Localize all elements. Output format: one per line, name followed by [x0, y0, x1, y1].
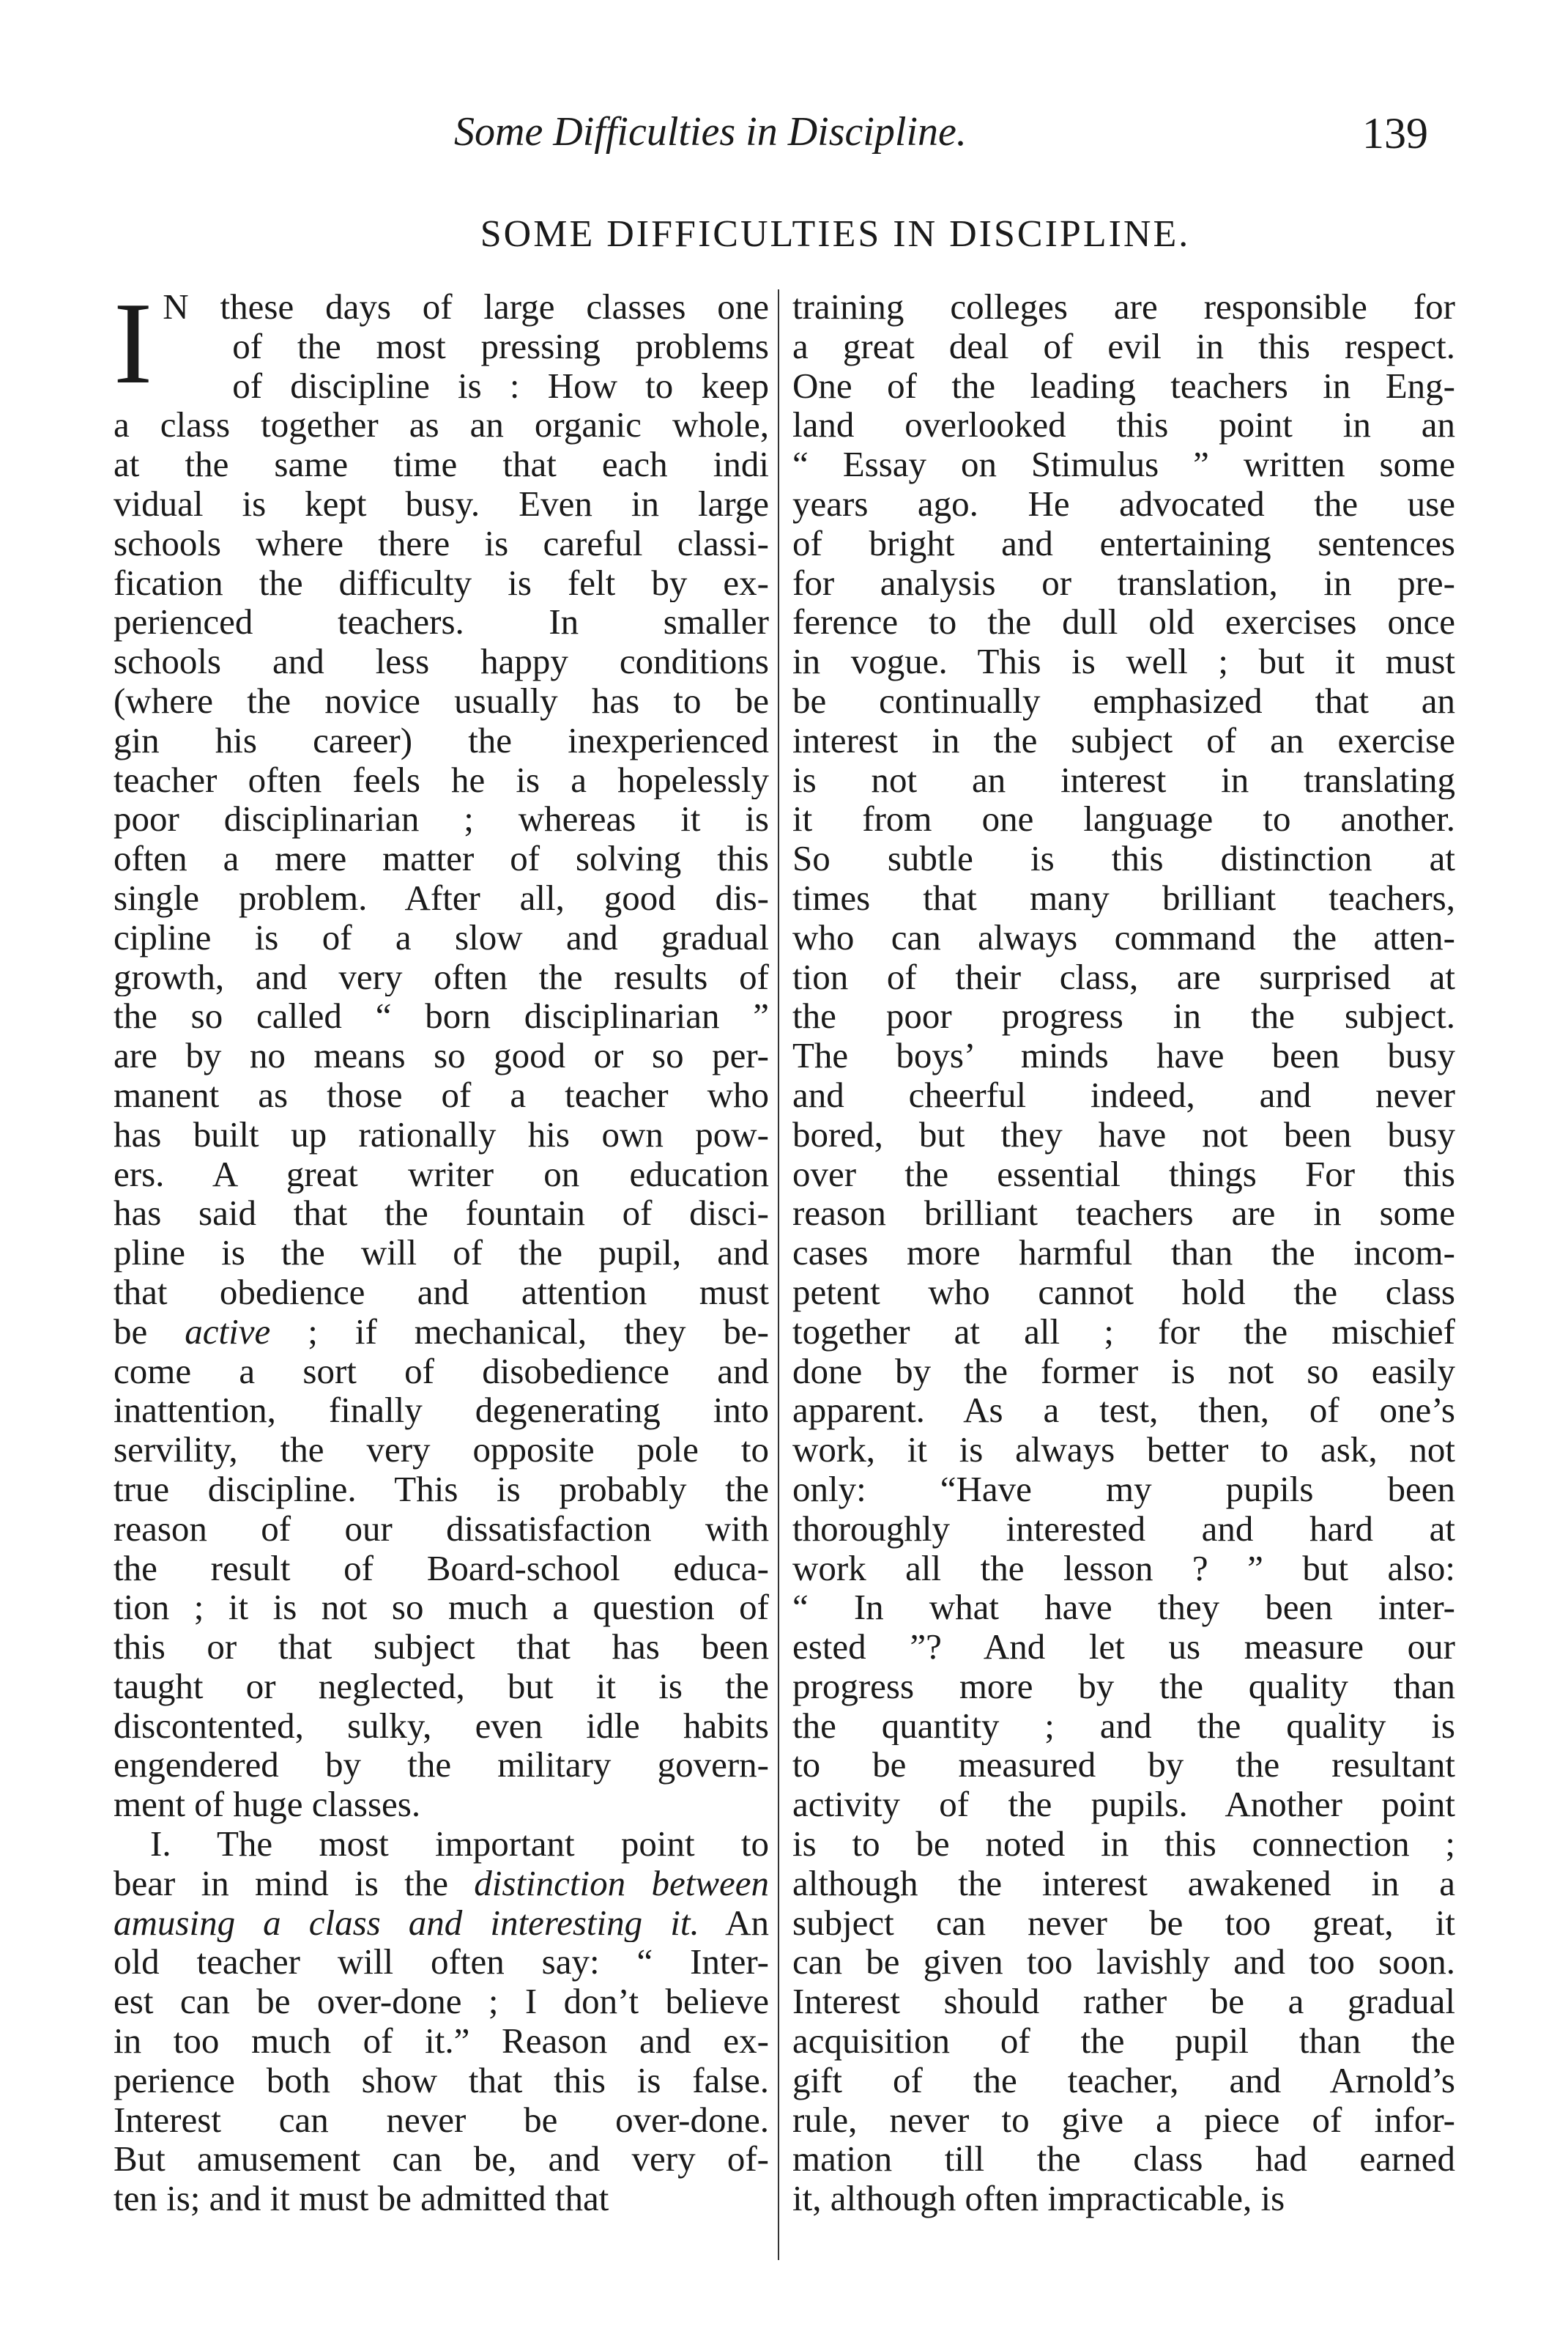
text-line: poor disciplinarian ; whereas it is — [114, 799, 769, 840]
text-line: is not an interest in translating — [792, 760, 1455, 800]
text-line: pline is the will of the pupil, and — [114, 1233, 769, 1273]
text-line: this or that subject that has been — [114, 1627, 769, 1667]
text-line: true discipline. This is probably the — [114, 1469, 769, 1509]
text-line: be continually emphasized that an — [792, 681, 1455, 721]
emphasis: amusing a class and interesting it. — [114, 1903, 699, 1943]
text-line: taught or neglected, but it is the — [114, 1666, 769, 1706]
text-line: work all the lesson ? ” but also: — [792, 1548, 1455, 1588]
text-line: of bright and entertaining sentences — [792, 523, 1455, 563]
drop-cap: I — [114, 278, 153, 408]
text-line: single problem. After all, good dis- — [114, 878, 769, 918]
text-line: perienced teachers. In smaller — [114, 602, 769, 642]
text-line: cipline is of a slow and gradual — [114, 917, 769, 958]
text-line: thoroughly interested and hard at — [792, 1508, 1455, 1549]
text-line: of the most pressing problems — [232, 326, 769, 366]
text-line: is to be noted in this connection ; — [792, 1824, 1455, 1864]
text-line: teacher often feels he is a hopelessly — [114, 760, 769, 800]
text-line: a great deal of evil in this respect. — [792, 326, 1455, 366]
text-line: interest in the subject of an exercise — [792, 720, 1455, 760]
text-line: tion ; it is not so much a question of — [114, 1588, 769, 1628]
text-line: schools and less happy conditions — [114, 642, 769, 681]
text-line: years ago. He advocated the use — [792, 484, 1455, 524]
text-line: So subtle is this distinction at — [792, 839, 1455, 878]
text-line: Interest can never be over-done. — [114, 2100, 769, 2140]
text-line: only: “Have my pupils been — [792, 1469, 1455, 1509]
text-line: the so called “ born disciplinarian ” — [114, 996, 769, 1037]
text-line: often a mere matter of solving this — [114, 839, 769, 878]
text-line: the quantity ; and the quality is — [792, 1705, 1455, 1746]
text-line: and cheerful indeed, and never — [792, 1075, 1455, 1115]
text-line: The boys’ minds have been busy — [792, 1036, 1455, 1075]
text-line: it, although often impracticable, is — [792, 2179, 1285, 2219]
text-line: reason brilliant teachers are in some — [792, 1193, 1455, 1234]
text-line: rule, never to give a piece of infor- — [792, 2100, 1455, 2140]
text-line: (where the novice usually has to be — [114, 681, 769, 721]
text-line: the result of Board-school educa- — [114, 1548, 769, 1588]
text-line: has said that the fountain of disci- — [114, 1193, 769, 1234]
text-line: subject can never be too great, it — [792, 1903, 1455, 1943]
text-line: apparent. As a test, then, of one’s — [792, 1390, 1455, 1431]
text-line: ested ”? And let us measure our — [792, 1627, 1455, 1667]
text-line: growth, and very often the results of — [114, 957, 769, 997]
text-line: N these days of large classes one — [163, 287, 769, 327]
text-line: ment of huge classes. — [114, 1785, 421, 1825]
text-line: ten is; and it must be admitted that — [114, 2179, 609, 2219]
text-line: cases more harmful than the incom- — [792, 1233, 1455, 1273]
text-line: progress more by the quality than — [792, 1666, 1455, 1706]
text-line: servility, the very opposite pole to — [114, 1430, 769, 1470]
page-number: 139 — [1362, 109, 1428, 158]
text-line: gift of the teacher, and Arnold’s — [792, 2060, 1455, 2100]
text-line: I. The most important point to — [150, 1824, 769, 1864]
article-title: SOME DIFFICULTIES IN DISCIPLINE. — [480, 213, 1191, 255]
text-line: activity of the pupils. Another point — [792, 1785, 1455, 1825]
text-line: gin his career) the inexperienced — [114, 720, 769, 760]
text-line: ers. A great writer on education — [114, 1154, 769, 1194]
text-line: acquisition of the pupil than the — [792, 2021, 1455, 2061]
text-line: in vogue. This is well ; but it must — [792, 642, 1455, 681]
text-line: for analysis or translation, in pre- — [792, 563, 1455, 603]
text-line: reason of our dissatisfaction with — [114, 1508, 769, 1549]
text-line: the poor progress in the subject. — [792, 996, 1455, 1037]
emphasis: distinction between — [474, 1863, 769, 1903]
text-line: engendered by the military govern- — [114, 1745, 769, 1785]
text-line: work, it is always better to ask, not — [792, 1430, 1455, 1470]
text-line: ference to the dull old exercises once — [792, 602, 1455, 642]
text-line: petent who cannot hold the class — [792, 1272, 1455, 1312]
text-line: are by no means so good or so per- — [114, 1036, 769, 1075]
text-line: land overlooked this point in an — [792, 405, 1455, 445]
text-line: of discipline is : How to keep — [232, 366, 769, 406]
text-line: schools where there is careful classi- — [114, 523, 769, 563]
text-line: done by the former is not so easily — [792, 1351, 1455, 1391]
right-column — [792, 287, 1455, 2218]
text-line: at the same time that each indi — [114, 445, 769, 484]
text-line: although the interest awakened in a — [792, 1863, 1455, 1903]
text-line: in too much of it.” Reason and ex- — [114, 2021, 769, 2061]
text-line: over the essential things For this — [792, 1154, 1455, 1194]
emphasis: active — [185, 1311, 271, 1352]
running-title: Some Difficulties in Discipline. — [454, 109, 967, 155]
left-column — [114, 278, 769, 2219]
text-line: together at all ; for the mischief — [792, 1311, 1455, 1352]
text-line: who can always command the atten- — [792, 917, 1455, 958]
text-line: amusing a class and interesting it. An — [114, 1903, 769, 1943]
text-line: vidual is kept busy. Even in large — [114, 484, 769, 524]
text-line: discontented, sulky, even idle habits — [114, 1705, 769, 1746]
text-line: has built up rationally his own pow- — [114, 1114, 769, 1155]
text-line: Interest should rather be a gradual — [792, 1982, 1455, 2022]
text-line: can be given too lavishly and too soon. — [792, 1942, 1455, 1982]
text-line: training colleges are responsible for — [792, 287, 1455, 327]
text-line: be active ; if mechanical, they be- — [114, 1311, 769, 1352]
text-line: times that many brilliant teachers, — [792, 878, 1455, 918]
text-line: But amusement can be, and very of- — [114, 2139, 769, 2179]
text-line: perience both show that this is false. — [114, 2060, 769, 2100]
text-line: One of the leading teachers in Eng- — [792, 366, 1455, 406]
text-line: “ Essay on Stimulus ” written some — [792, 445, 1455, 484]
text-line: it from one language to another. — [792, 799, 1455, 840]
text-line: that obedience and attention must — [114, 1272, 769, 1312]
page-header — [454, 108, 1428, 160]
text-line: “ In what have they been inter- — [792, 1588, 1455, 1628]
column-divider — [778, 289, 779, 2260]
text-line: to be measured by the resultant — [792, 1745, 1455, 1785]
text-line: mation till the class had earned — [792, 2139, 1455, 2179]
text-line: fication the difficulty is felt by ex- — [114, 563, 769, 603]
text-line: est can be over-done ; I don’t believe — [114, 1982, 769, 2022]
text-line: manent as those of a teacher who — [114, 1075, 769, 1115]
text-line: bored, but they have not been busy — [792, 1114, 1455, 1155]
text-line: bear in mind is the distinction between — [114, 1863, 769, 1903]
text-line: tion of their class, are surprised at — [792, 957, 1455, 997]
text-line: a class together as an organic whole, — [114, 405, 769, 445]
text-line: come a sort of disobedience and — [114, 1351, 769, 1391]
text-line: inattention, finally degenerating into — [114, 1390, 769, 1431]
text-line: old teacher will often say: “ Inter- — [114, 1942, 769, 1982]
